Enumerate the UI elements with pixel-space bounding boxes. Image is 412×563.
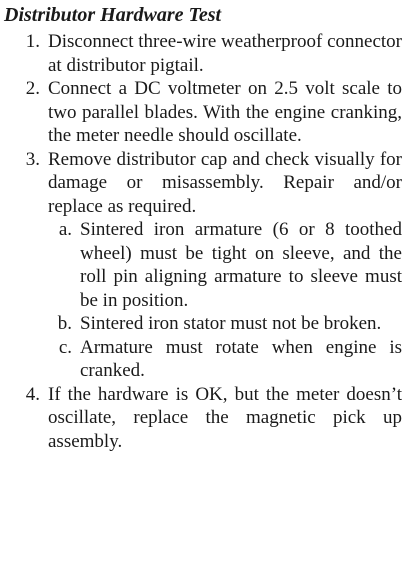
step-number: 2. bbox=[25, 78, 40, 99]
substep-letter: c. bbox=[58, 336, 72, 358]
substep-letter: a. bbox=[58, 219, 72, 240]
step-1 bbox=[4, 30, 402, 77]
steps-list bbox=[4, 30, 402, 453]
substep-letter: b. bbox=[57, 313, 72, 334]
step-number: 4. bbox=[25, 383, 40, 405]
step-text: Disconnect three-wire weatherproof connector at distributor pigtail. bbox=[48, 31, 402, 76]
substeps-list bbox=[4, 218, 402, 383]
step-text: If the hardware is OK, but the meter doesn’t oscillate, replace the magnetic pick up assembly. bbox=[48, 383, 402, 452]
step-number: 1. bbox=[25, 31, 40, 52]
substep-c bbox=[4, 336, 402, 383]
step-text: Connect a DC voltmeter on 2.5 volt scale to two parallel blades. With the engine cranking, the meter needle should oscillate. bbox=[48, 78, 402, 146]
section-title: Distributor Hardware Test bbox=[4, 4, 222, 26]
step-3 bbox=[4, 148, 402, 219]
substeps-container bbox=[4, 218, 402, 383]
step-number: 3. bbox=[25, 148, 40, 170]
substep-text: Sintered iron stator must not be broken. bbox=[80, 313, 382, 334]
step-2 bbox=[4, 77, 402, 148]
substep-text: Sintered iron armature (6 or 8 toothed wheel) must be tight on sleeve, and the roll pin aligning armature to sleeve must be in position. bbox=[80, 219, 402, 311]
substep-text: Armature must rotate when engine is cranked. bbox=[80, 336, 402, 381]
step-4 bbox=[4, 383, 402, 454]
substep-b bbox=[4, 312, 402, 336]
substep-a bbox=[4, 218, 402, 312]
step-text: Remove distributor cap and check visually for damage or misassembly. Repair and/or replace as required. bbox=[48, 148, 402, 217]
